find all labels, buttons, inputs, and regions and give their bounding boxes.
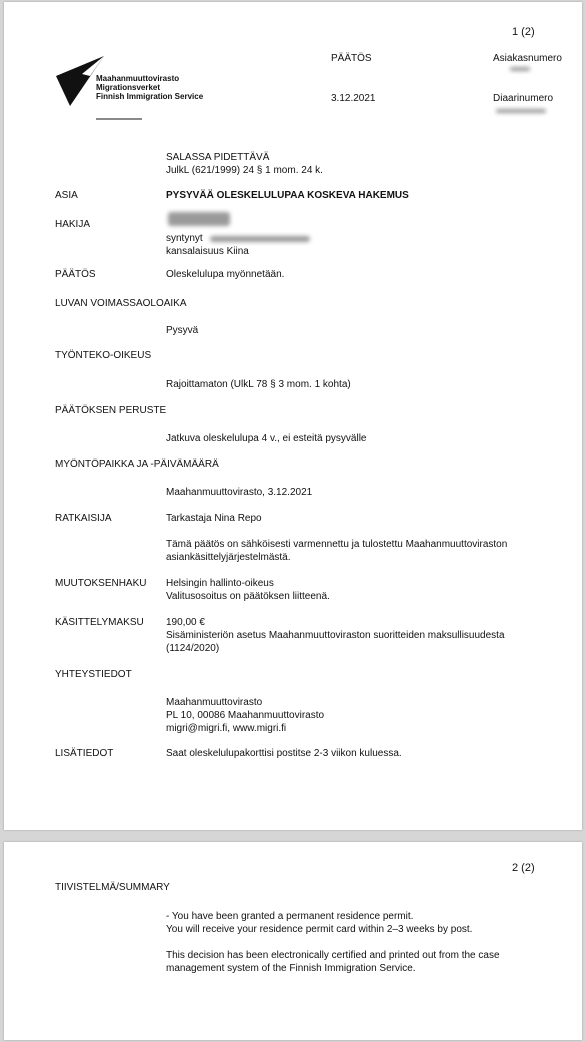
summary-line-3: This decision has been electronically certified and printed out from the case [166,950,500,961]
contact-label: YHTEYSTIEDOT [55,669,132,680]
contact-line-2: PL 10, 00086 Maahanmuuttovirasto [166,710,325,721]
contact-line-3: migri@migri.fi, www.migri.fi [166,723,287,734]
validity-label: LUVAN VOIMASSAOLOAIKA [55,298,187,309]
decision-maker-value: Tarkastaja Nina Repo [166,513,262,524]
decision-maker-label: RATKAISIJA [55,513,112,524]
additional-info-label: LISÄTIEDOT [55,748,114,759]
fee-label: KÄSITTELYMAKSU [55,617,144,628]
applicant-birth: syntynyt [166,233,203,244]
work-right-label: TYÖNTEKO-OIKEUS [55,350,152,361]
page-number: 1 (2) [512,26,535,38]
certification-line-2: asiankäsittelyjärjestelmästä. [166,552,291,563]
fee-regulation-line-2: (1124/2020) [166,643,220,654]
basis-value: Jatkuva oleskelulupa 4 v., ei esteitä pysyvälle [166,433,367,444]
redacted-applicant-name [168,212,230,226]
certification-line-1: Tämä päätös on sähköisesti varmennettu ja tulostettu Maahanmuuttoviraston [166,539,508,550]
summary-label: TIIVISTELMÄ/SUMMARY [55,882,170,893]
redacted-birth-details [210,236,310,242]
summary-line-4: management system of the Finnish Immigration Service. [166,963,416,974]
fee-amount: 190,00 € [166,617,205,628]
appeal-line-2: Valitusosoitus on päätöksen liitteenä. [166,591,330,602]
appeal-label: MUUTOKSENHAKU [55,578,147,589]
subject-label: ASIA [55,190,78,201]
contact-line-1: Maahanmuuttovirasto [166,697,263,708]
customer-number-label: Asiakasnumero [493,53,562,64]
work-right-value: Rajoittamaton (UlkL 78 § 3 mom. 1 kohta) [166,379,351,390]
document-page-2 [4,842,582,1040]
decision-date: 3.12.2021 [331,93,376,104]
logo-text: Maahanmuuttovirasto Migrationsverket Finnish Immigration Service [96,74,204,101]
redacted-customer-number [510,67,530,71]
logo-divider [96,118,142,120]
summary-line-2: You will receive your residence permit card within 2–3 weeks by post. [166,924,473,935]
confidential-marking: SALASSA PIDETTÄVÄ [166,152,270,163]
decision-heading: PÄÄTÖS [331,53,372,64]
record-number-label: Diaarinumero [493,93,554,104]
law-reference: JulkL (621/1999) 24 § 1 mom. 24 k. [166,165,323,176]
decision-label: PÄÄTÖS [55,269,96,280]
subject-value: PYSYVÄÄ OLESKELULUPAA KOSKEVA HAKEMUS [166,190,409,201]
appeal-line-1: Helsingin hallinto-oikeus [166,578,274,589]
additional-info-value: Saat oleskelulupakorttisi postitse 2-3 viikon kuluessa. [166,748,402,759]
validity-value: Pysyvä [166,325,199,336]
fee-regulation-line-1: Sisäministeriön asetus Maahanmuuttoviraston suoritteiden maksullisuudesta [166,630,505,641]
basis-label: PÄÄTÖKSEN PERUSTE [55,405,167,416]
document-page-1 [4,2,582,830]
summary-line-1: - You have been granted a permanent residence permit. [166,911,414,922]
decision-value: Oleskelulupa myönnetään. [166,269,285,280]
page-number: 2 (2) [512,862,535,874]
applicant-label: HAKIJA [55,219,91,230]
place-date-value: Maahanmuuttovirasto, 3.12.2021 [166,487,313,498]
applicant-citizenship: kansalaisuus Kiina [166,246,249,257]
place-date-label: MYÖNTÖPAIKKA JA -PÄIVÄMÄÄRÄ [55,459,219,470]
redacted-record-number [496,109,546,113]
